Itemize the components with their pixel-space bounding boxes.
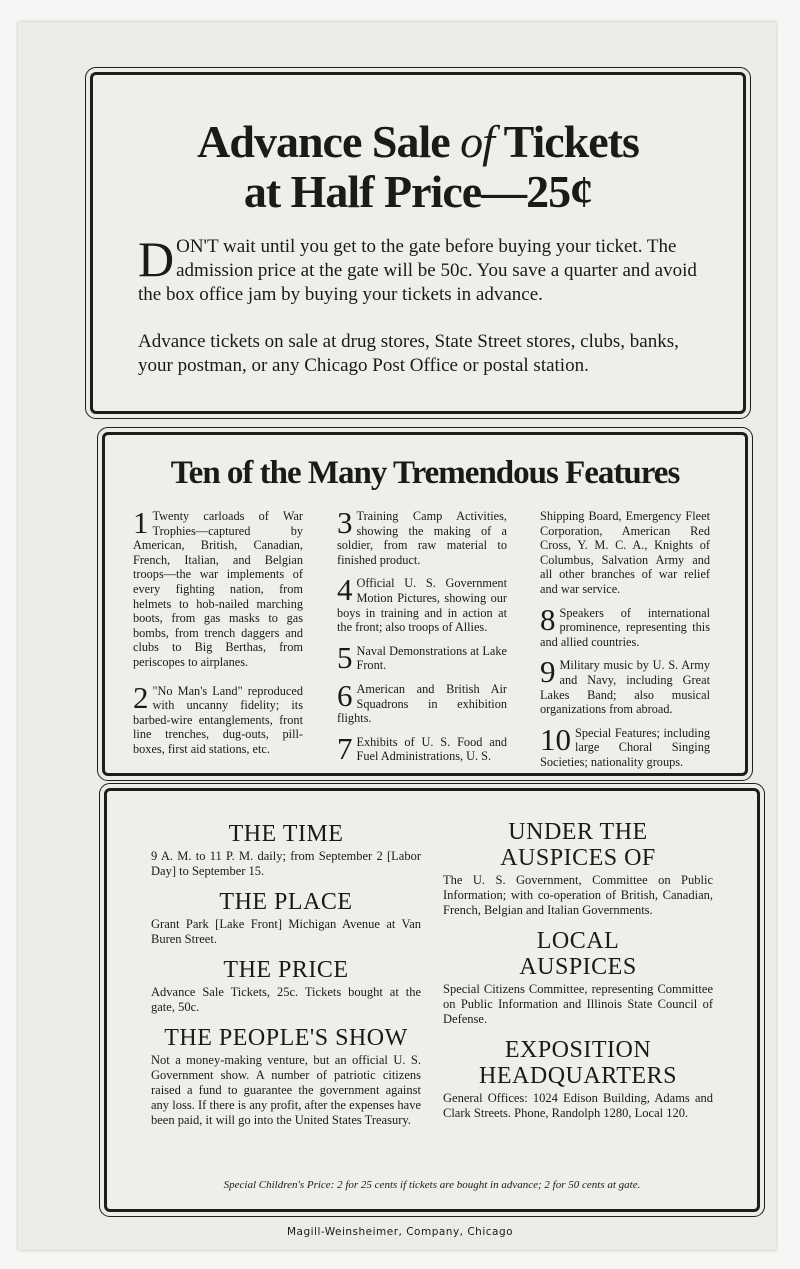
peoples-show-heading: THE PEOPLE'S SHOW xyxy=(164,1025,408,1051)
headline: Advance Sale of Tickets at Half Price—25¢ xyxy=(197,116,639,217)
local-heading: LOCAL xyxy=(536,928,620,954)
intro-paragraph: DON'T wait until you get to the gate before buying your ticket. The admission price at the gate will be 50c. You save a quarter and avoid the box office jam by buying your tickets in advance. xyxy=(138,231,697,305)
printer-credit: Magill-Weinsheimer, Company, Chicago xyxy=(286,1226,514,1238)
time-text: 9 A. M. to 11 P. M. daily; from September 2 [Labor Day] to September 15. xyxy=(151,849,421,878)
features-column-2 xyxy=(337,505,507,773)
feature-item: 2 "No Man's Land" reproduced with uncanny fidelity; its barbed-wire entanglements, front line trenches, dug-outs, pill-boxes, first aid stations, etc. xyxy=(133,679,303,756)
feature-item: 1 Twenty carloads of War Trophies—captured by American, British, Canadian, French, Italian, and Belgian troops—the war implements of every fighting nation, from helmets to hob-nailed marching boots, from gas masks to gas bombs, from trench daggers and clubs to Big Berthas, from periscopes to airplanes. xyxy=(133,505,303,669)
feature-item: 10 Special Features; including large Choral Singing Societies; nationality groups. xyxy=(540,721,710,769)
feature-item: 4 Official U. S. Government Motion Pictures, showing our boys in training and in action at the front; also troops of Allies. xyxy=(337,572,507,635)
local-text: Special Citizens Committee, representing Committee on Public Information and Illinois State Council of Defense. xyxy=(443,982,713,1026)
sponsors-column xyxy=(443,819,713,1131)
advance-sale-panel xyxy=(90,72,746,414)
event-info-panel xyxy=(104,788,760,1212)
features-column-1 xyxy=(133,505,303,766)
feature-item: 3 Training Camp Activities, showing the making of a soldier, from raw material to finished product. xyxy=(337,505,507,567)
place-text: Grant Park [Lake Front] Michigan Avenue at Van Buren Street. xyxy=(151,917,421,946)
feature-item: 9 Military music by U. S. Army and Navy, including Great Lakes Band; also musical organizations from abroad. xyxy=(540,654,710,717)
features-title: Ten of the Many Tremendous Features xyxy=(170,455,680,491)
event-details-column xyxy=(151,821,421,1138)
feature-item: 8 Speakers of international prominence, representing this and allied countries. xyxy=(540,601,710,649)
price-heading: THE PRICE xyxy=(223,957,349,983)
features-panel xyxy=(102,432,748,776)
auspices-heading-2: AUSPICES OF xyxy=(500,845,656,871)
headquarters-heading: EXPOSITION xyxy=(504,1037,652,1063)
features-column-3 xyxy=(540,509,710,779)
place-heading: THE PLACE xyxy=(219,889,353,915)
peoples-show-text: Not a money-making venture, but an official U. S. Government show. A number of patriotic citizens raised a fund to guarantee the government against any loss. If there is any profit, after the expenses have been paid, it will go into the United States Treasury. xyxy=(151,1053,421,1127)
childrens-price-note: Special Children's Price: 2 for 25 cents if tickets are bought in advance; 2 for 50 cents at gate. xyxy=(223,1179,641,1191)
feature-item: 7 Exhibits of U. S. Food and Fuel Administrations, U. S. xyxy=(337,730,507,766)
feature-item-continued: Shipping Board, Emergency Fleet Corporation, American Red Cross, Y. M. C. A., Knights of Columbus, Salvation Army and all other branches of war relief and war service. xyxy=(540,509,710,596)
feature-item: 5 Naval Demonstrations at Lake Front. xyxy=(337,639,507,675)
local-heading-2: AUSPICES xyxy=(519,954,637,980)
headquarters-text: General Offices: 1024 Edison Building, Adams and Clark Streets. Phone, Randolph 1280, Local 120. xyxy=(443,1091,713,1120)
feature-item: 6 American and British Air Squadrons in exhibition flights. xyxy=(337,677,507,726)
time-heading: THE TIME xyxy=(228,821,344,847)
auspices-heading: UNDER THE xyxy=(508,819,648,845)
auspices-text: The U. S. Government, Committee on Public Information; with co-operation of British, Canadian, French, Belgian and Italian Governments. xyxy=(443,873,713,917)
ticket-outlets-paragraph: Advance tickets on sale at drug stores, State Street stores, clubs, banks, your postman, or any Chicago Post Office or postal station. xyxy=(138,331,679,376)
headquarters-heading-2: HEADQUARTERS xyxy=(479,1063,677,1089)
price-text: Advance Sale Tickets, 25c. Tickets bought at the gate, 50c. xyxy=(151,985,421,1014)
